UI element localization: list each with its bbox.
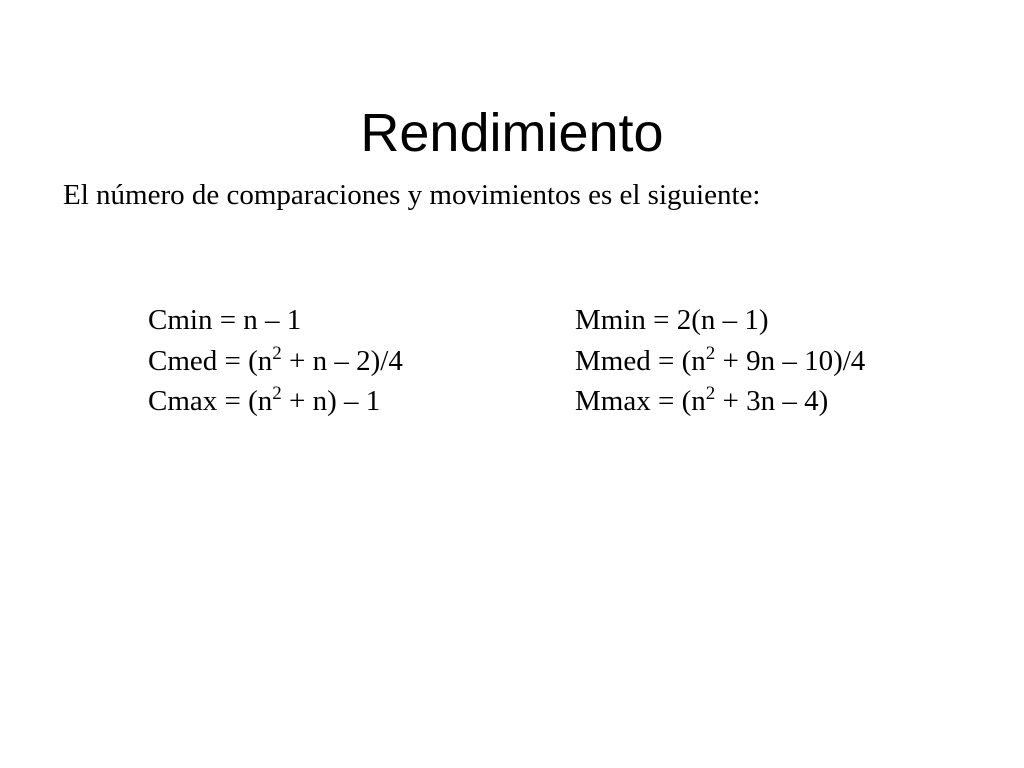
formula-mmin [575,300,865,341]
formula-text: Cmax = (n [148,385,273,417]
formula-text: + 3n – 4) [715,385,829,417]
formula-mmax [575,381,865,422]
formula-text: Mmin = 2(n – 1) [575,304,769,336]
formula-text: Cmed = (n [148,344,273,377]
formula-text: Mmax = (n [575,385,706,417]
intro-text: El número de comparaciones y movimientos es el siguiente: [63,179,761,211]
formula-cmax [148,381,403,422]
formula-text: + n – 2)/4 [281,344,403,377]
formula-exponent: 2 [705,383,716,404]
formula-text: Mmed = (n [575,344,706,377]
formula-cmin [148,300,403,341]
formula-text: + 9n – 10)/4 [715,344,866,377]
formula-text: + n) – 1 [281,385,381,417]
comparisons-column [148,300,403,422]
formula-text: Cmin = n – 1 [148,304,302,336]
movements-column [575,300,865,422]
formula-exponent: 2 [272,342,282,364]
formula-cmed [148,341,403,382]
formula-exponent: 2 [272,383,282,404]
formula-exponent: 2 [705,342,716,364]
slide-title: Rendimiento [360,103,664,164]
formula-mmed [575,341,865,382]
